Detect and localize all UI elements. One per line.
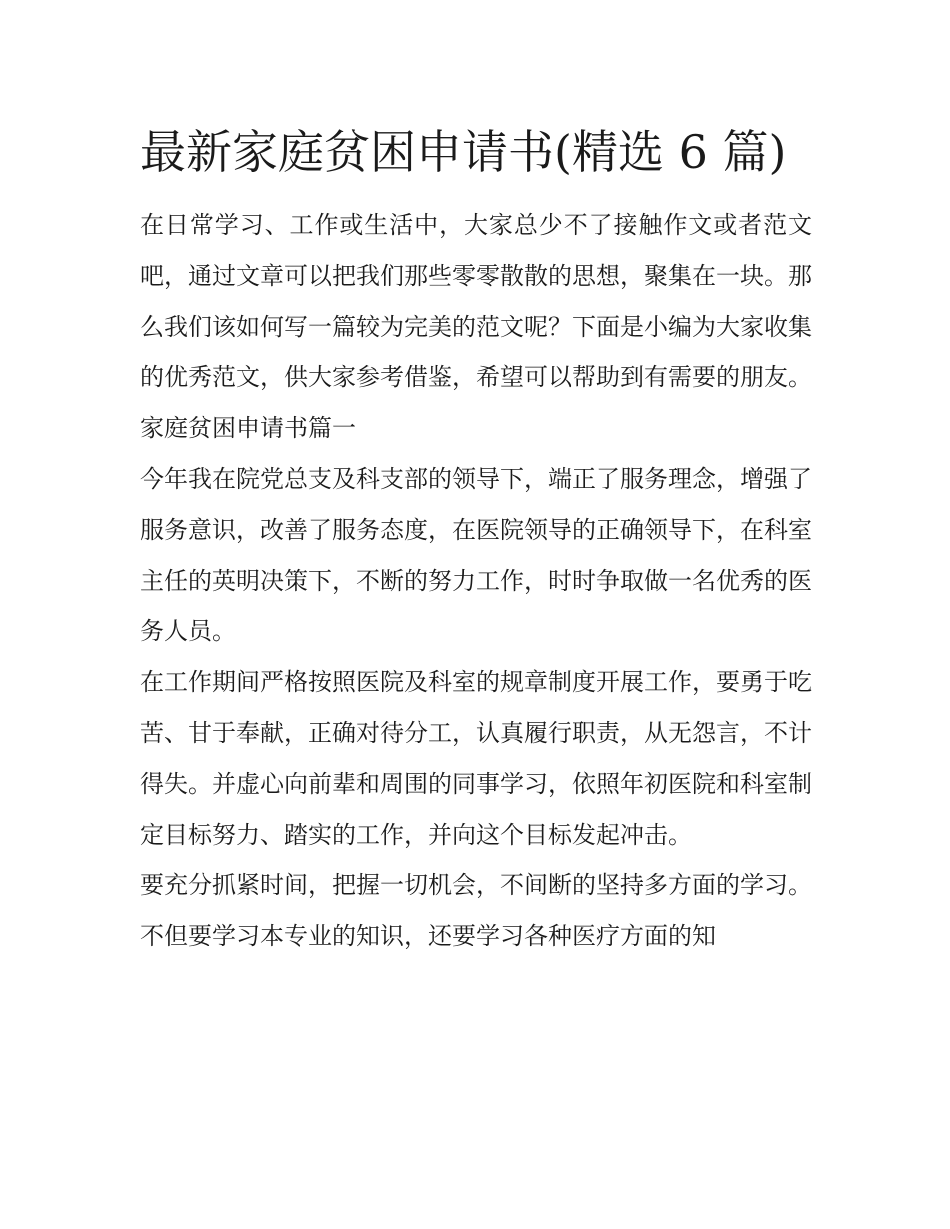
document-title: 最新家庭贫困申请书(精选 6 篇)	[140, 125, 787, 179]
paragraph-intro: 在日常学习、工作或生活中，大家总少不了接触作文或者范文吧，通过文章可以把我们那些零零散散的思想，聚集在一块。那么我们该如何写一篇较为完美的范文呢？下面是小编为大家收集的优秀范文，供大家参考借鉴，希望可以帮助到有需要的朋友。	[140, 211, 812, 392]
paragraph: 要充分抓紧时间，把握一切机会，不间断的坚持多方面的学习。不但要学习本专业的知识，还要学习各种医疗方面的知	[140, 871, 812, 951]
section-heading: 家庭贫困申请书篇一	[140, 414, 356, 443]
document-page	[140, 112, 812, 962]
document-body	[140, 200, 812, 962]
paragraph: 今年我在院党总支及科支部的领导下，端正了服务理念，增强了服务意识，改善了服务态度，在医院领导的正确领导下，在科室主任的英明决策下，不断的努力工作，时时争取做一名优秀的医务人员。	[140, 464, 812, 646]
paragraph: 在工作期间严格按照医院及科室的规章制度开展工作，要勇于吃苦、甘于奉献，正确对待分工，认真履行职责，从无怨言，不计得失。并虚心向前辈和周围的同事学习，依照年初医院和科室制定目标努力、踏实的工作，并向这个目标发起冲击。	[140, 668, 812, 849]
